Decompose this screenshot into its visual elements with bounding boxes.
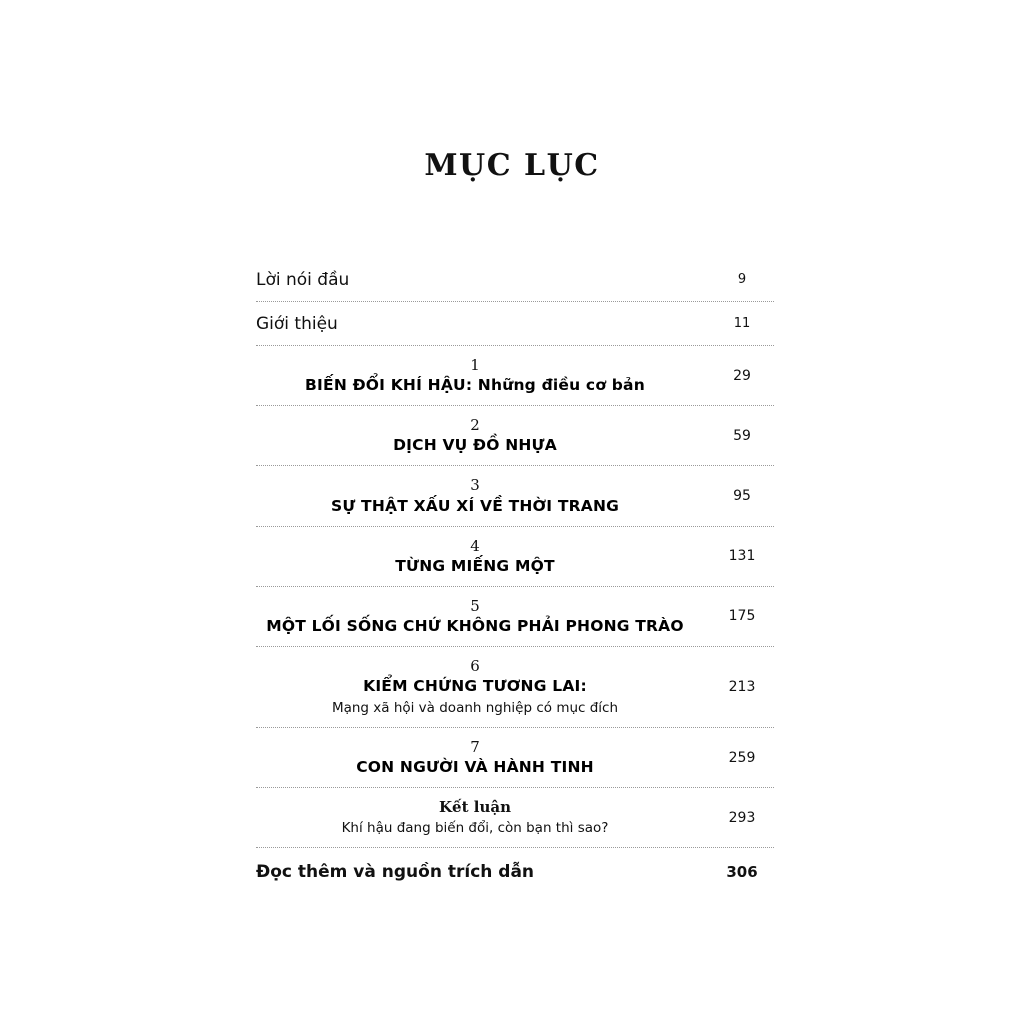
toc-chapter-number: 4 <box>470 536 480 555</box>
toc-entry-labels <box>256 314 710 334</box>
toc-row[interactable] <box>256 647 774 728</box>
toc-entry-page: 175 <box>728 608 756 625</box>
toc-chapter-number: 6 <box>470 656 480 675</box>
toc-entry-title: Giới thiệu <box>256 313 338 334</box>
toc-entry-subtitle: Khí hậu đang biến đổi, còn bạn thì sao? <box>341 820 609 837</box>
toc-row[interactable] <box>256 346 774 406</box>
toc-entry-title: KIỂM CHỨNG TƯƠNG LAI: <box>363 677 587 696</box>
toc-entry-title: Lời nói đầu <box>256 269 350 290</box>
toc-entry-page: 259 <box>728 749 756 766</box>
toc-entry-page: 29 <box>733 367 751 384</box>
toc-entry-labels <box>256 862 710 882</box>
toc-entry-labels <box>256 596 710 637</box>
toc-row[interactable] <box>256 587 774 647</box>
toc-entry-title: SỰ THẬT XẤU XÍ VỀ THỜI TRANG <box>330 496 620 515</box>
toc-entry-page: 95 <box>733 487 751 504</box>
toc-entry-labels <box>256 536 710 577</box>
page-title: MỤC LỤC <box>424 148 600 183</box>
toc-row[interactable] <box>256 728 774 788</box>
toc-entry-page: 11 <box>733 316 751 331</box>
toc-entry-labels <box>256 355 710 396</box>
toc-row[interactable] <box>256 527 774 587</box>
toc-entry-labels <box>256 737 710 778</box>
toc-row[interactable] <box>256 406 774 466</box>
toc-entry-title: MỘT LỐI SỐNG CHỨ KHÔNG PHẢI PHONG TRÀO <box>266 616 684 635</box>
toc-entry-labels <box>256 797 710 838</box>
toc-entry-page: 213 <box>728 678 756 695</box>
toc-entry-labels <box>256 656 710 718</box>
toc-entry-title: Đọc thêm và nguồn trích dẫn <box>256 862 535 883</box>
toc-entry-title: DỊCH VỤ ĐỒ NHỰA <box>393 436 557 455</box>
toc-row[interactable] <box>256 466 774 526</box>
toc-entry-page: 293 <box>728 809 756 826</box>
toc-entry-title: CON NGƯỜI VÀ HÀNH TINH <box>356 758 594 777</box>
toc-chapter-number: 1 <box>470 356 480 374</box>
toc-entry-labels <box>256 475 710 516</box>
toc-row[interactable] <box>256 258 774 302</box>
toc-chapter-number: 5 <box>470 596 480 615</box>
toc-chapter-number: 7 <box>470 737 480 756</box>
toc-row[interactable] <box>256 302 774 346</box>
toc-entry-page: 131 <box>728 548 756 565</box>
toc-entry-page: 59 <box>733 427 751 444</box>
toc-entry-subtitle: Mạng xã hội và doanh nghiệp có mục đích <box>331 700 619 717</box>
toc-entry-title: BIẾN ĐỔI KHÍ HẬU: Những điều cơ bản <box>305 376 645 395</box>
toc-entry-page: 306 <box>726 863 758 882</box>
table-of-contents <box>256 258 774 896</box>
toc-entry-title: TỪNG MIẾNG MỘT <box>395 556 555 575</box>
toc-entry-title: Kết luận <box>439 798 511 817</box>
toc-entry-labels <box>256 415 710 456</box>
toc-chapter-number: 3 <box>470 476 480 495</box>
toc-entry-labels <box>256 270 710 290</box>
toc-row[interactable] <box>256 788 774 848</box>
toc-row[interactable] <box>256 848 774 896</box>
toc-entry-page: 9 <box>737 272 747 287</box>
toc-chapter-number: 2 <box>470 416 480 435</box>
